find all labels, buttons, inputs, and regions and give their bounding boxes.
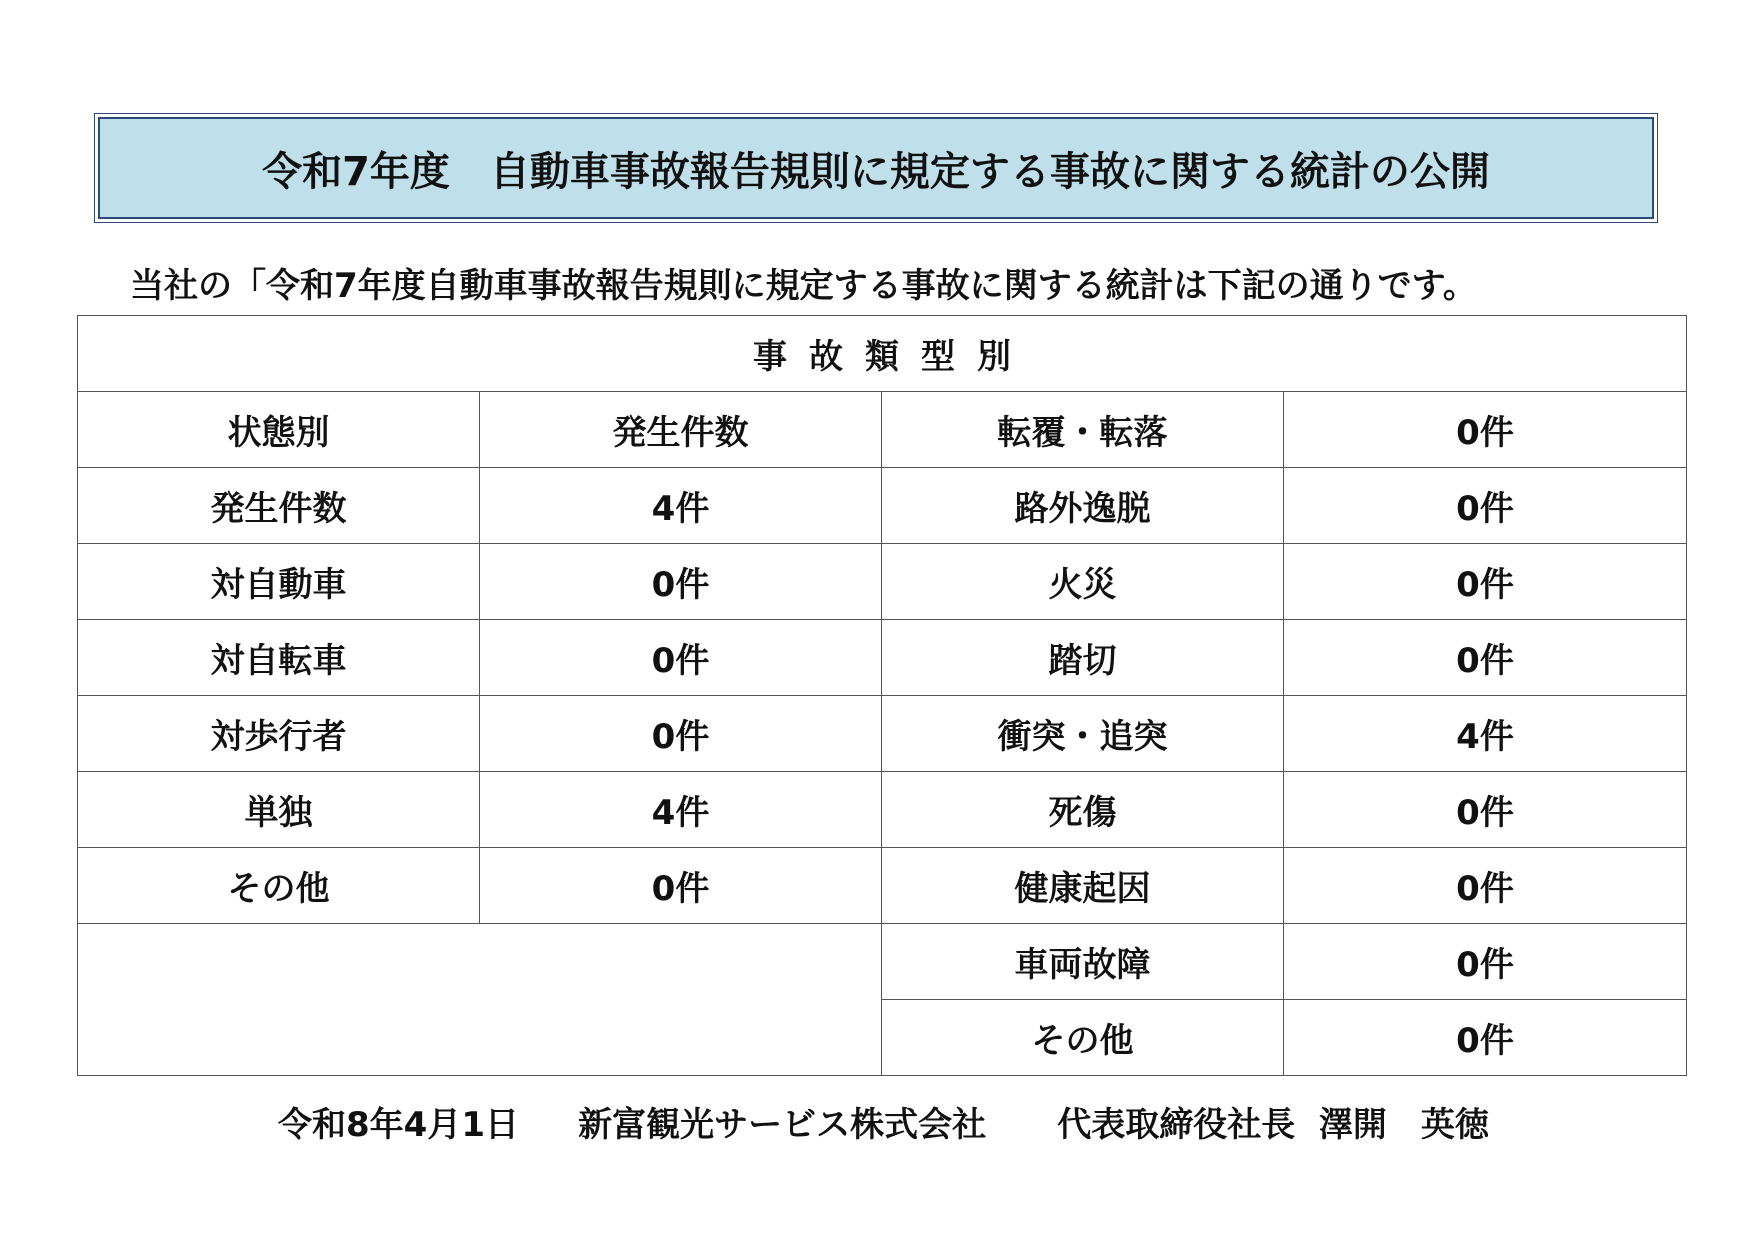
title-banner: [98, 117, 1654, 219]
table-cell: 0件: [480, 544, 882, 620]
table-cell: 単独: [78, 772, 480, 848]
table-cell: 転覆・転落: [882, 392, 1284, 468]
table-cell: 0件: [480, 696, 882, 772]
footer-company: 新富観光サービス株式会社: [578, 1105, 987, 1145]
table-cell: 4件: [480, 468, 882, 544]
table-row: [78, 620, 1687, 696]
table-row: [78, 924, 1687, 1000]
table-cell: 0件: [1284, 468, 1687, 544]
table-cell: 0件: [1284, 392, 1687, 468]
table-cell: 0件: [1284, 924, 1687, 1000]
table-row: [78, 392, 1687, 468]
table-cell: 0件: [1284, 620, 1687, 696]
table-cell: 発生件数: [78, 468, 480, 544]
table-cell: 路外逸脱: [882, 468, 1284, 544]
table-cell: 発生件数: [480, 392, 882, 468]
table-row: [78, 544, 1687, 620]
table-cell: 衝突・追突: [882, 696, 1284, 772]
table-cell: 0件: [1284, 848, 1687, 924]
table-cell: 火災: [882, 544, 1284, 620]
table-cell: 対自動車: [78, 544, 480, 620]
table-cell: 0件: [480, 848, 882, 924]
table-cell: 4件: [480, 772, 882, 848]
empty-merged-cell: [78, 924, 882, 1076]
table-header-row: [78, 316, 1687, 392]
footer-signature: [278, 1097, 1489, 1146]
table-cell: 対歩行者: [78, 696, 480, 772]
table-row: [78, 468, 1687, 544]
table-cell: 0件: [1284, 772, 1687, 848]
table-cell: 死傷: [882, 772, 1284, 848]
table-cell: 0件: [480, 620, 882, 696]
table-cell: その他: [882, 1000, 1284, 1076]
table-header: 事故類型別: [78, 316, 1687, 392]
intro-text: 当社の「令和7年度自動車事故報告規則に規定する事故に関する統計は下記の通りです。: [130, 266, 1477, 306]
table-row: [78, 772, 1687, 848]
table-cell: 0件: [1284, 1000, 1687, 1076]
table-row: [78, 696, 1687, 772]
table-cell: その他: [78, 848, 480, 924]
table-cell: 踏切: [882, 620, 1284, 696]
table-row: [78, 848, 1687, 924]
table-cell: 対自転車: [78, 620, 480, 696]
footer-date: 令和8年4月1日: [278, 1105, 519, 1145]
accident-statistics-table: [77, 315, 1687, 1076]
table-cell: 0件: [1284, 544, 1687, 620]
table-cell: 4件: [1284, 696, 1687, 772]
page-title: 令和7年度 自動車事故報告規則に規定する事故に関する統計の公開: [262, 148, 1490, 195]
footer-name: 澤開 英徳: [1318, 1105, 1489, 1145]
table-cell: 健康起因: [882, 848, 1284, 924]
table-cell: 状態別: [78, 392, 480, 468]
table-cell: 車両故障: [882, 924, 1284, 1000]
footer-title: 代表取締役社長: [1057, 1105, 1296, 1145]
